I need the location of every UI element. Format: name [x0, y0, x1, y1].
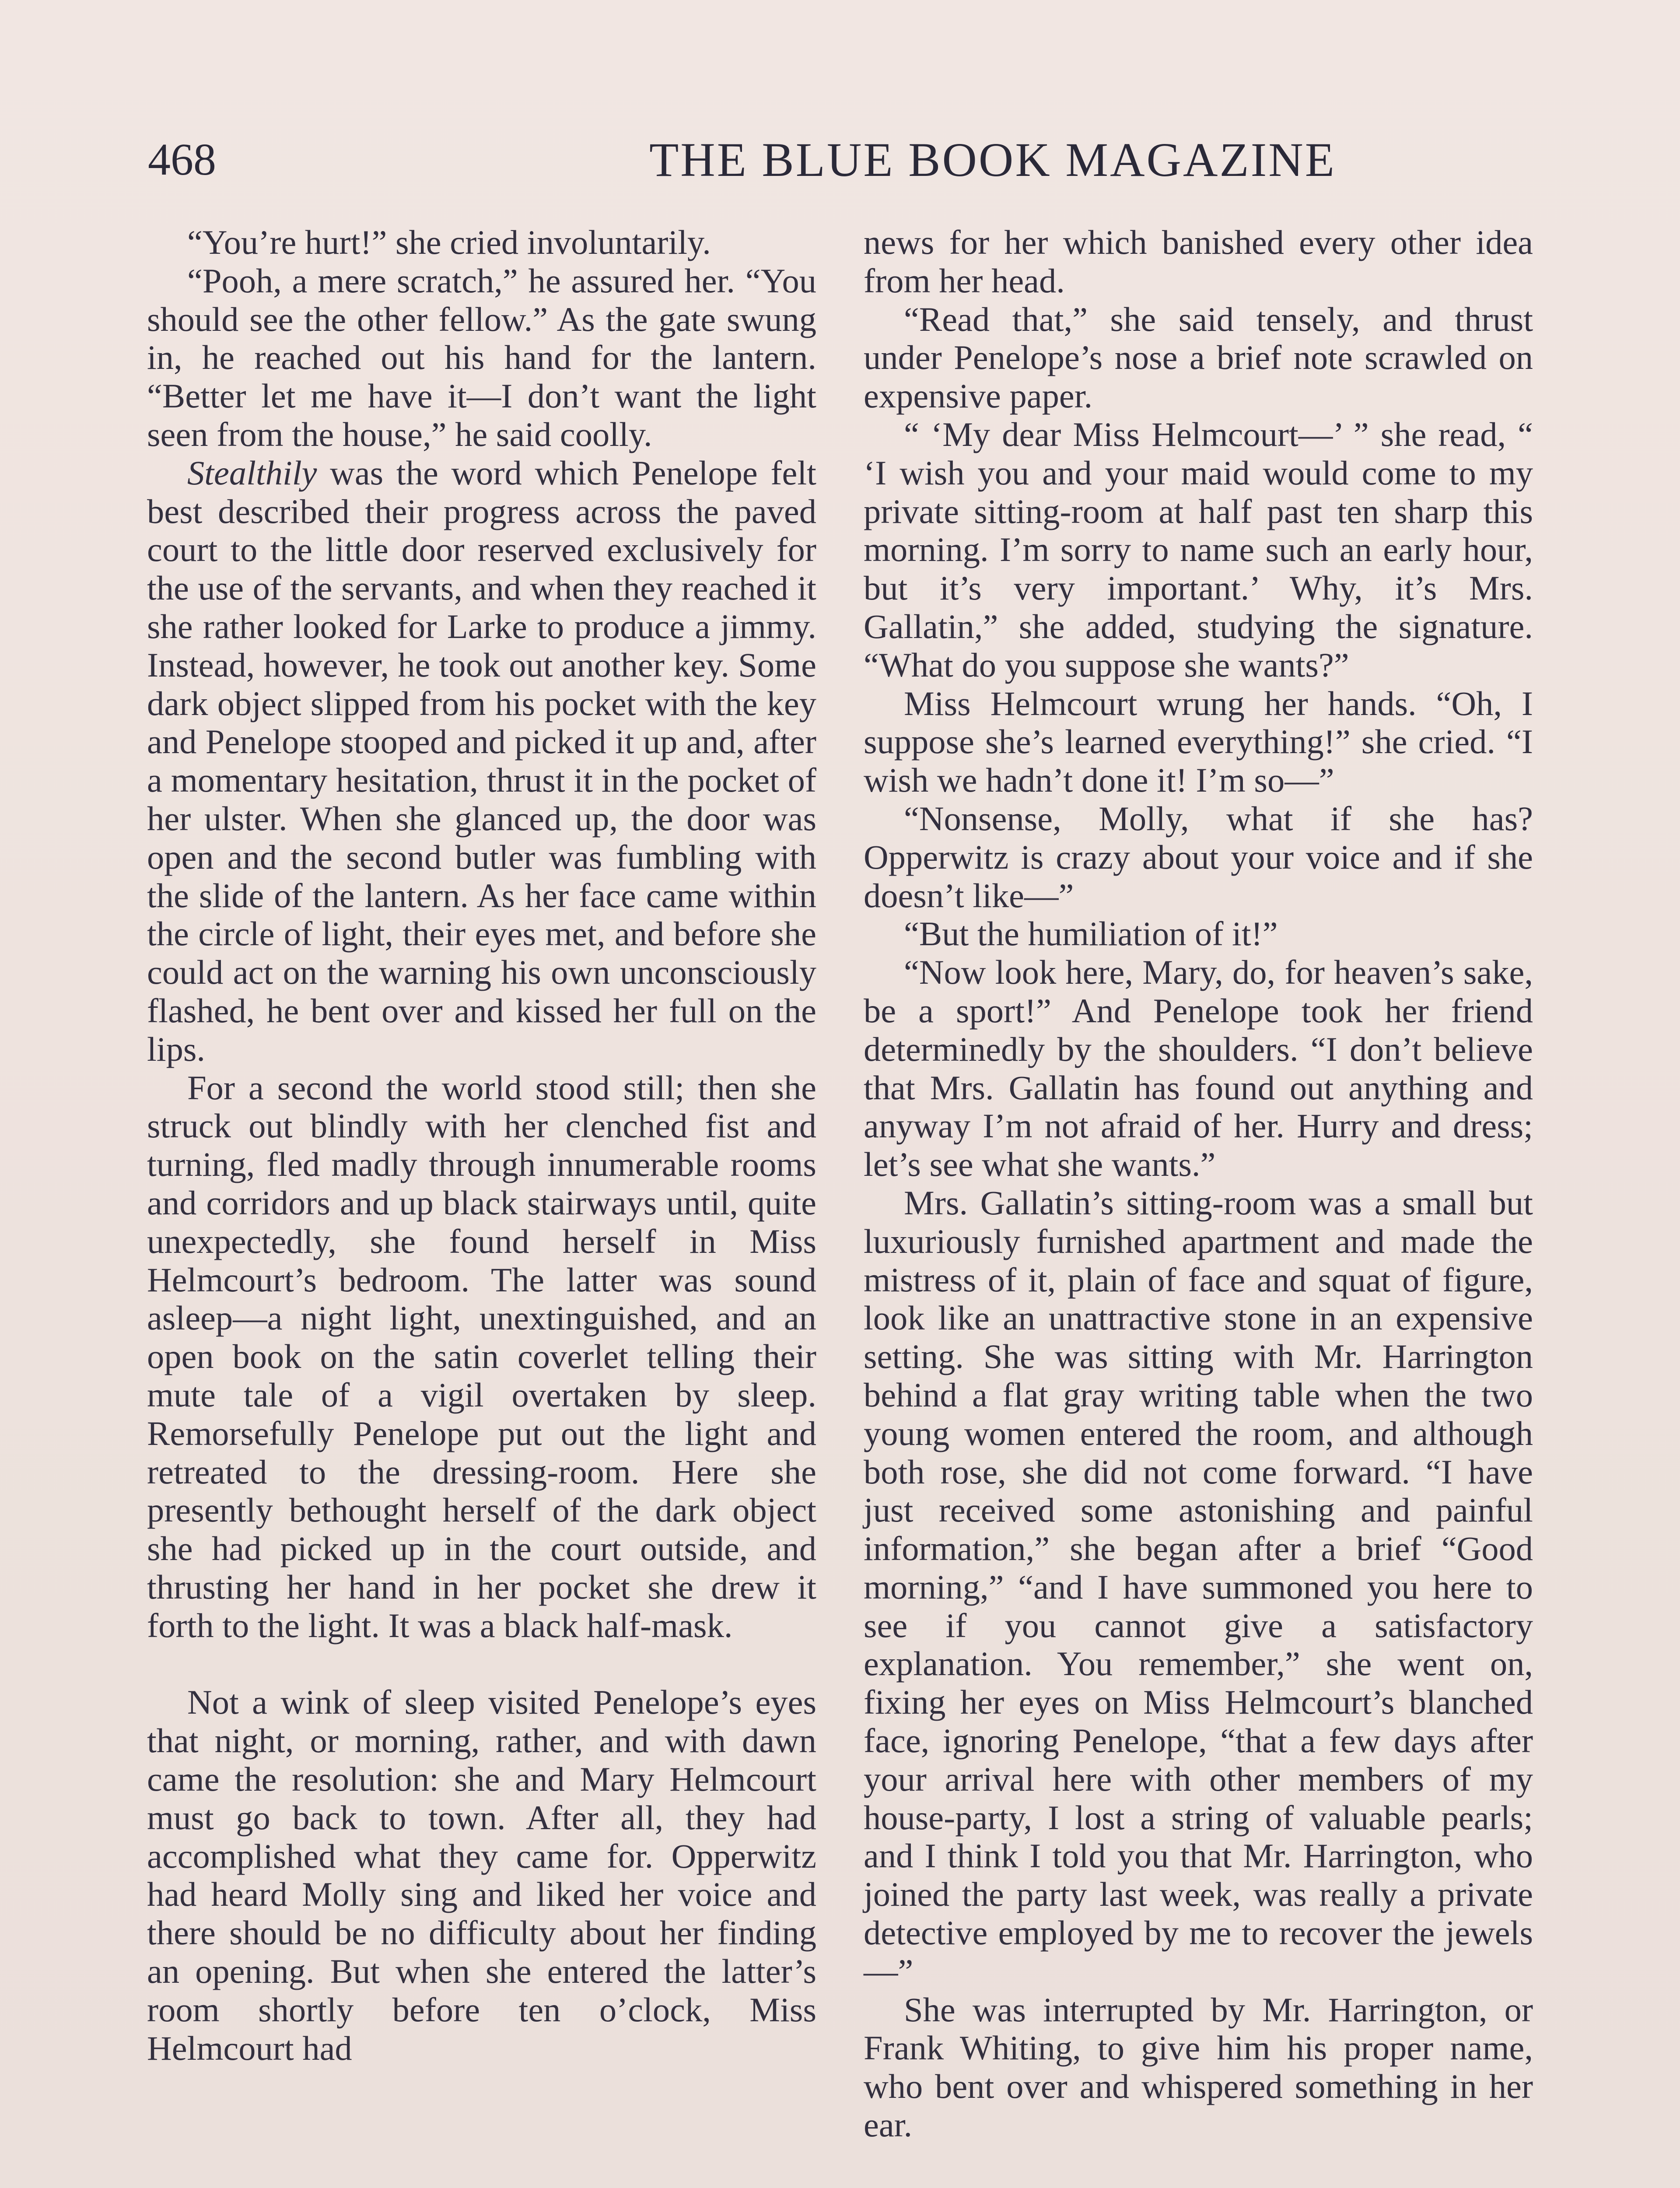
paragraph [147, 454, 816, 1069]
paragraph: “Now look here, Mary, do, for heaven’s sake, be a sport!” And Penelope took her friend determinedly by the shoulders. “I don’t believe that Mrs. Gallatin has found out anything and anyway I’m not afraid of her. Hurry and dress; let’s see what she wants.” [864, 953, 1533, 1184]
magazine-title: THE BLUE BOOK MAGAZINE [649, 133, 1336, 186]
paragraph: Not a wink of sleep visited Penelope’s eyes that night, or morning, rather, and with dawn came the resolution: she and Mary Helmcourt must go back to town. After all, they had accomplished what they came for. Opperwitz had heard Molly sing and liked her voice and there should be no difficulty about her finding an opening. But when she entered the latter’s room shortly before ten o’clock, Miss Helmcourt had [147, 1683, 816, 2067]
paragraph: For a second the world stood still; then she struck out blindly with her clenched fist and turning, fled madly through innumerable rooms and corridors and up black stairways until, quite unexpectedly, she found herself in Miss Helmcourt’s bedroom. The latter was sound asleep—a night light, unextinguished, and an open book on the satin coverlet telling their mute tale of a vigil overtaken by sleep. Remorsefully Penelope put out the light and retreated to the dressing-room. Here she presently bethought herself of the dark object she had picked up in the court outside, and thrusting her hand in her pocket she drew it forth to the light. It was a black half-mask. [147, 1068, 816, 1645]
paragraph: “Nonsense, Molly, what if she has? Opperwitz is crazy about your voice and if she doesn’t like—” [864, 799, 1533, 915]
right-column [864, 223, 1533, 2144]
paragraph: Mrs. Gallatin’s sitting-room was a small but luxuriously furnished apartment and made the mistress of it, plain of face and squat of figure, look like an unattractive stone in an expensive setting. She was sitting with Mr. Harrington behind a flat gray writing table when the two young women entered the room, and although both rose, she did not come forward. “I have just received some astonishing and painful information,” she began after a brief “Good morning,” “and I have summoned you here to see if you cannot give a satisfactory explanation. You remember,” she went on, fixing her eyes on Miss Helmcourt’s blanched face, ignoring Penelope, “that a few days after your arrival here with other members of my house-party, I lost a string of valuable pearls; and I think I told you that Mr. Harrington, who joined the party last week, was really a private detective employed by me to recover the jewels—” [864, 1183, 1533, 1990]
left-column [147, 223, 816, 2067]
paragraph: “Read that,” she said tensely, and thrust under Penelope’s nose a brief note scrawled on expensive paper. [864, 300, 1533, 415]
paragraph: news for her which banished every other idea from her head. [864, 223, 1533, 300]
paragraph: “ ‘My dear Miss Helmcourt—’ ” she read, “ ‘I wish you and your maid would come to my private sitting-room at half past ten sharp this morning. I’m sorry to name such an early hour, but it’s very important.’ Why, it’s Mrs. Gallatin,” she added, studying the signature. “What do you suppose she wants?” [864, 415, 1533, 684]
paragraph-text: was the word which Penelope felt best described their progress across the paved court to the little door reserved exclusively for the use of the servants, and when they reached it she rather looked for Larke to produce a jimmy. Instead, however, he took out another key. Some dark object slipped from his pocket with the key and Penelope stooped and picked it up and, after a momentary hesitation, thrust it in the pocket of her ulster. When she glanced up, the door was open and the second butler was fumbling with the slide of the lantern. As her face came within the circle of light, their eyes met, and before she could act on the warning his own unconsciously flashed, he bent over and kissed her full on the lips. [147, 453, 816, 1068]
paragraph: “Pooh, a mere scratch,” he assured her. “You should see the other fellow.” As the gate swung in, he reached out his hand for the lantern. “Better let me have it—I don’t want the light seen from the house,” he said coolly. [147, 261, 816, 453]
paragraph: She was interrupted by Mr. Harrington, or Frank Whiting, to give him his proper name, who bent over and whispered something in her ear. [864, 1990, 1533, 2144]
paragraph: “But the humiliation of it!” [904, 915, 1278, 953]
italic-word: Stealthily [187, 453, 317, 492]
page-header [148, 125, 1531, 195]
paragraph: Miss Helmcourt wrung her hands. “Oh, I suppose she’s learned everything!” she cried. “I wish we hadn’t done it! I’m so—” [864, 684, 1533, 799]
paragraph: “You’re hurt!” she cried involuntarily. [187, 223, 711, 261]
page-number: 468 [148, 134, 216, 185]
